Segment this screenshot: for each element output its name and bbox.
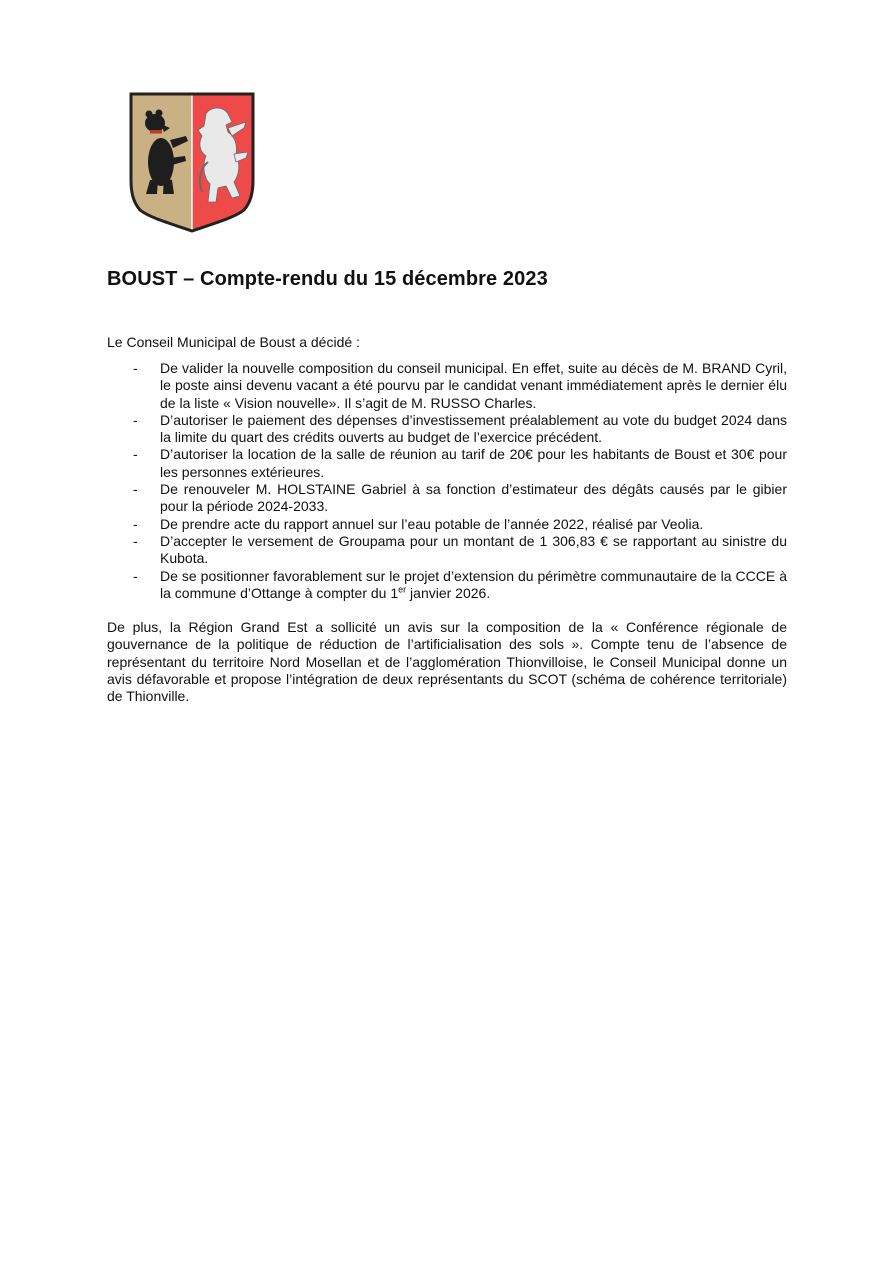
bullet-dash: - <box>133 481 138 498</box>
decision-text: De prendre acte du rapport annuel sur l’eau potable de l’année 2022, réalisé par Veolia. <box>160 515 704 532</box>
decision-text: D’autoriser la location de la salle de réunion au tarif de 20€ pour les habitants de Boust et 30€ pour les personnes extérieures. <box>160 446 787 480</box>
page-title: BOUST – Compte-rendu du 15 décembre 2023 <box>107 268 548 290</box>
body-paragraph: De plus, la Région Grand Est a sollicité un avis sur la composition de la « Conférence régionale de gouvernance de la politique de réduction de l’artificialisation des sols ». Compte tenu de l’absence de représentant du territoire Nord Mosellan et de l’agglomération Thionvilloise, le Conseil Municipal donne un avis défavorable et propose l’intégration de deux représentants du SCOT (schéma de cohérence territoriale) de Thionville. <box>107 619 787 705</box>
list-item <box>107 533 787 568</box>
decision-text: D’accepter le versement de Groupama pour un montant de 1 306,83 € se rapportant au sinistre du Kubota. <box>160 532 787 567</box>
decision-text: D’autoriser le paiement des dépenses d’investissement préalablement au vote du budget 2024 dans la limite du quart des crédits ouverts au budget de l’exercice précédent. <box>160 411 787 446</box>
list-item <box>107 446 787 481</box>
ordinal-suffix: er <box>398 584 407 595</box>
intro-text: Le Conseil Municipal de Boust a décidé : <box>107 334 360 350</box>
bullet-dash: - <box>133 567 138 584</box>
decision-text-start: De se positionner favorablement sur le projet d’extension du périmètre communautaire de la CCCE à la commune d’Ottange à compter du 1 <box>160 567 787 601</box>
decision-text-end: janvier 2026. <box>406 584 491 601</box>
decision-text <box>160 568 787 601</box>
coat-of-arms-logo <box>128 92 256 236</box>
decision-text: De renouveler M. HOLSTAINE Gabriel à sa fonction d’estimateur des dégâts causés par le gibier pour la période 2024-2033. <box>160 481 787 515</box>
list-item <box>107 481 787 516</box>
bullet-dash: - <box>133 515 138 532</box>
list-item <box>107 412 787 447</box>
bullet-dash: - <box>133 446 138 463</box>
list-item <box>107 568 787 603</box>
bullet-dash: - <box>133 532 138 549</box>
bullet-dash: - <box>133 411 138 428</box>
decision-text: De valider la nouvelle composition du conseil municipal. En effet, suite au décès de M. BRAND Cyril, le poste ainsi devenu vacant a été pourvu par le candidat venant immédiatement après le dernier élu de la liste « Vision nouvelle». Il s’agit de M. RUSSO Charles. <box>160 360 787 411</box>
list-item <box>107 516 787 533</box>
bullet-dash: - <box>133 360 138 376</box>
decision-list <box>107 360 787 602</box>
list-item <box>107 360 787 412</box>
